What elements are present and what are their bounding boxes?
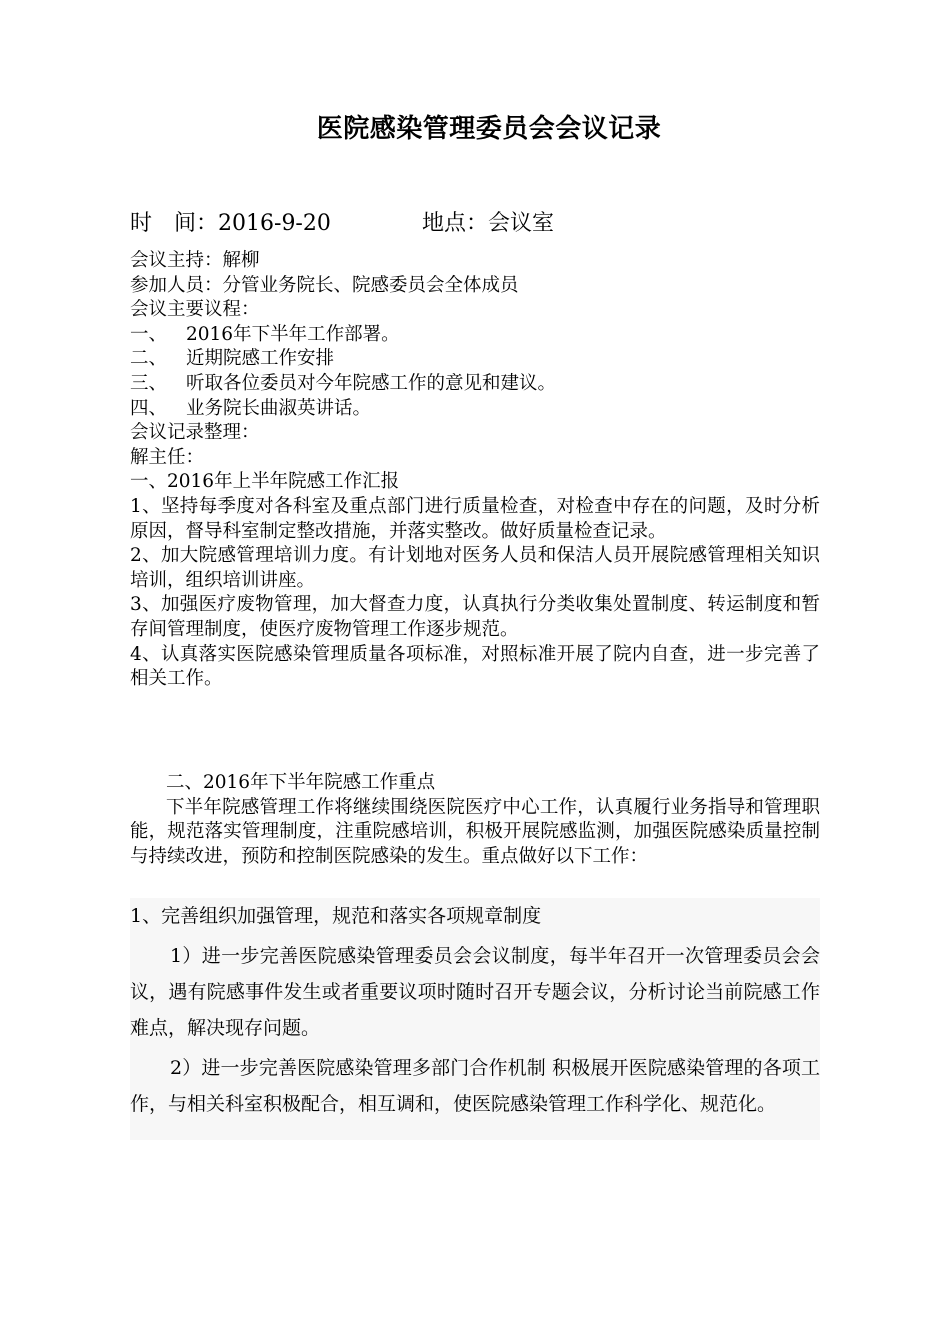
part1-heading: 一、2016年上半年院感工作汇报 bbox=[130, 471, 400, 493]
meeting-attendees: 参加人员：分管业务院长、院感委员会全体成员 bbox=[130, 274, 519, 296]
agenda-heading: 会议主要议程： bbox=[130, 299, 260, 321]
speaker-label: 解主任： bbox=[130, 446, 205, 468]
part2-section bbox=[130, 771, 820, 869]
agenda-item-text: 2016年下半年工作部署。 bbox=[186, 323, 400, 345]
part1-item: 1、坚持每季度对各科室及重点部门进行质量检查，对检查中存在的问题，及时分析原因，督导科室制定整改措施，并落实整改。做好质量检查记录。 bbox=[130, 495, 820, 542]
time-label: 时 间： bbox=[130, 211, 219, 236]
location-value: 会议室 bbox=[488, 211, 555, 236]
part2-intro: 下半年院感管理工作将继续围绕医院医疗中心工作，认真履行业务指导和管理职能，规范落实管理制度，注重院感培训，积极开展院感监测，加强医院感染质量控制与持续改进，预防和控制医院感染的发生。重点做好以下工作： bbox=[130, 796, 820, 867]
meeting-summary bbox=[130, 249, 820, 692]
time-value: 2016-9-20 bbox=[218, 211, 331, 236]
document-title: 医院感染管理委员会会议记录 bbox=[316, 114, 662, 144]
agenda-item-number: 一、 bbox=[130, 323, 168, 345]
location bbox=[422, 206, 554, 237]
agenda-item-number: 四、 bbox=[130, 397, 168, 419]
record-heading: 会议记录整理： bbox=[130, 422, 260, 444]
part2-sub-item: 1）进一步完善医院感染管理委员会会议制度，每半年召开一次管理委员会会议，遇有院感事件发生或者重要议项时随时召开专题会议，分析讨论当前院感工作难点，解决现存问题。 bbox=[130, 945, 820, 1039]
agenda-item-number: 三、 bbox=[130, 372, 168, 394]
meeting-host: 会议主持：解柳 bbox=[130, 250, 260, 271]
agenda-item bbox=[130, 347, 820, 372]
agenda-item-text: 听取各位委员对今年院感工作的意见和建议。 bbox=[186, 372, 557, 394]
agenda-item-text: 近期院感工作安排 bbox=[186, 348, 335, 370]
agenda-item bbox=[130, 397, 820, 422]
part2-item1-heading: 1、完善组织加强管理，规范和落实各项规章制度 bbox=[130, 905, 542, 927]
part2-heading: 二、2016年下半年院感工作重点 bbox=[166, 772, 436, 793]
location-label: 地点： bbox=[422, 211, 489, 236]
agenda-item bbox=[130, 323, 820, 348]
part2-items bbox=[130, 898, 820, 1122]
part2-sub-item: 2）进一步完善医院感染管理多部门合作机制 积极展开医院感染管理的各项工作，与相关科室积极配合，相互调和，使医院感染管理工作科学化、规范化。 bbox=[130, 1057, 820, 1115]
part1-item: 4、认真落实医院感染管理质量各项标准，对照标准开展了院内自查，进一步完善了相关工作。 bbox=[130, 643, 820, 690]
meeting-time-location bbox=[130, 206, 555, 237]
agenda-item-text: 业务院长曲淑英讲话。 bbox=[186, 397, 372, 419]
agenda-item bbox=[130, 372, 820, 397]
agenda-item-number: 二、 bbox=[130, 348, 168, 370]
part1-item: 3、加强医疗废物管理，加大督查力度，认真执行分类收集处置制度、转运制度和暂存间管理制度，使医疗废物管理工作逐步规范。 bbox=[130, 594, 820, 640]
part1-item: 2、加大院感管理培训力度。有计划地对医务人员和保洁人员开展院感管理相关知识培训，组织培训讲座。 bbox=[130, 545, 820, 591]
